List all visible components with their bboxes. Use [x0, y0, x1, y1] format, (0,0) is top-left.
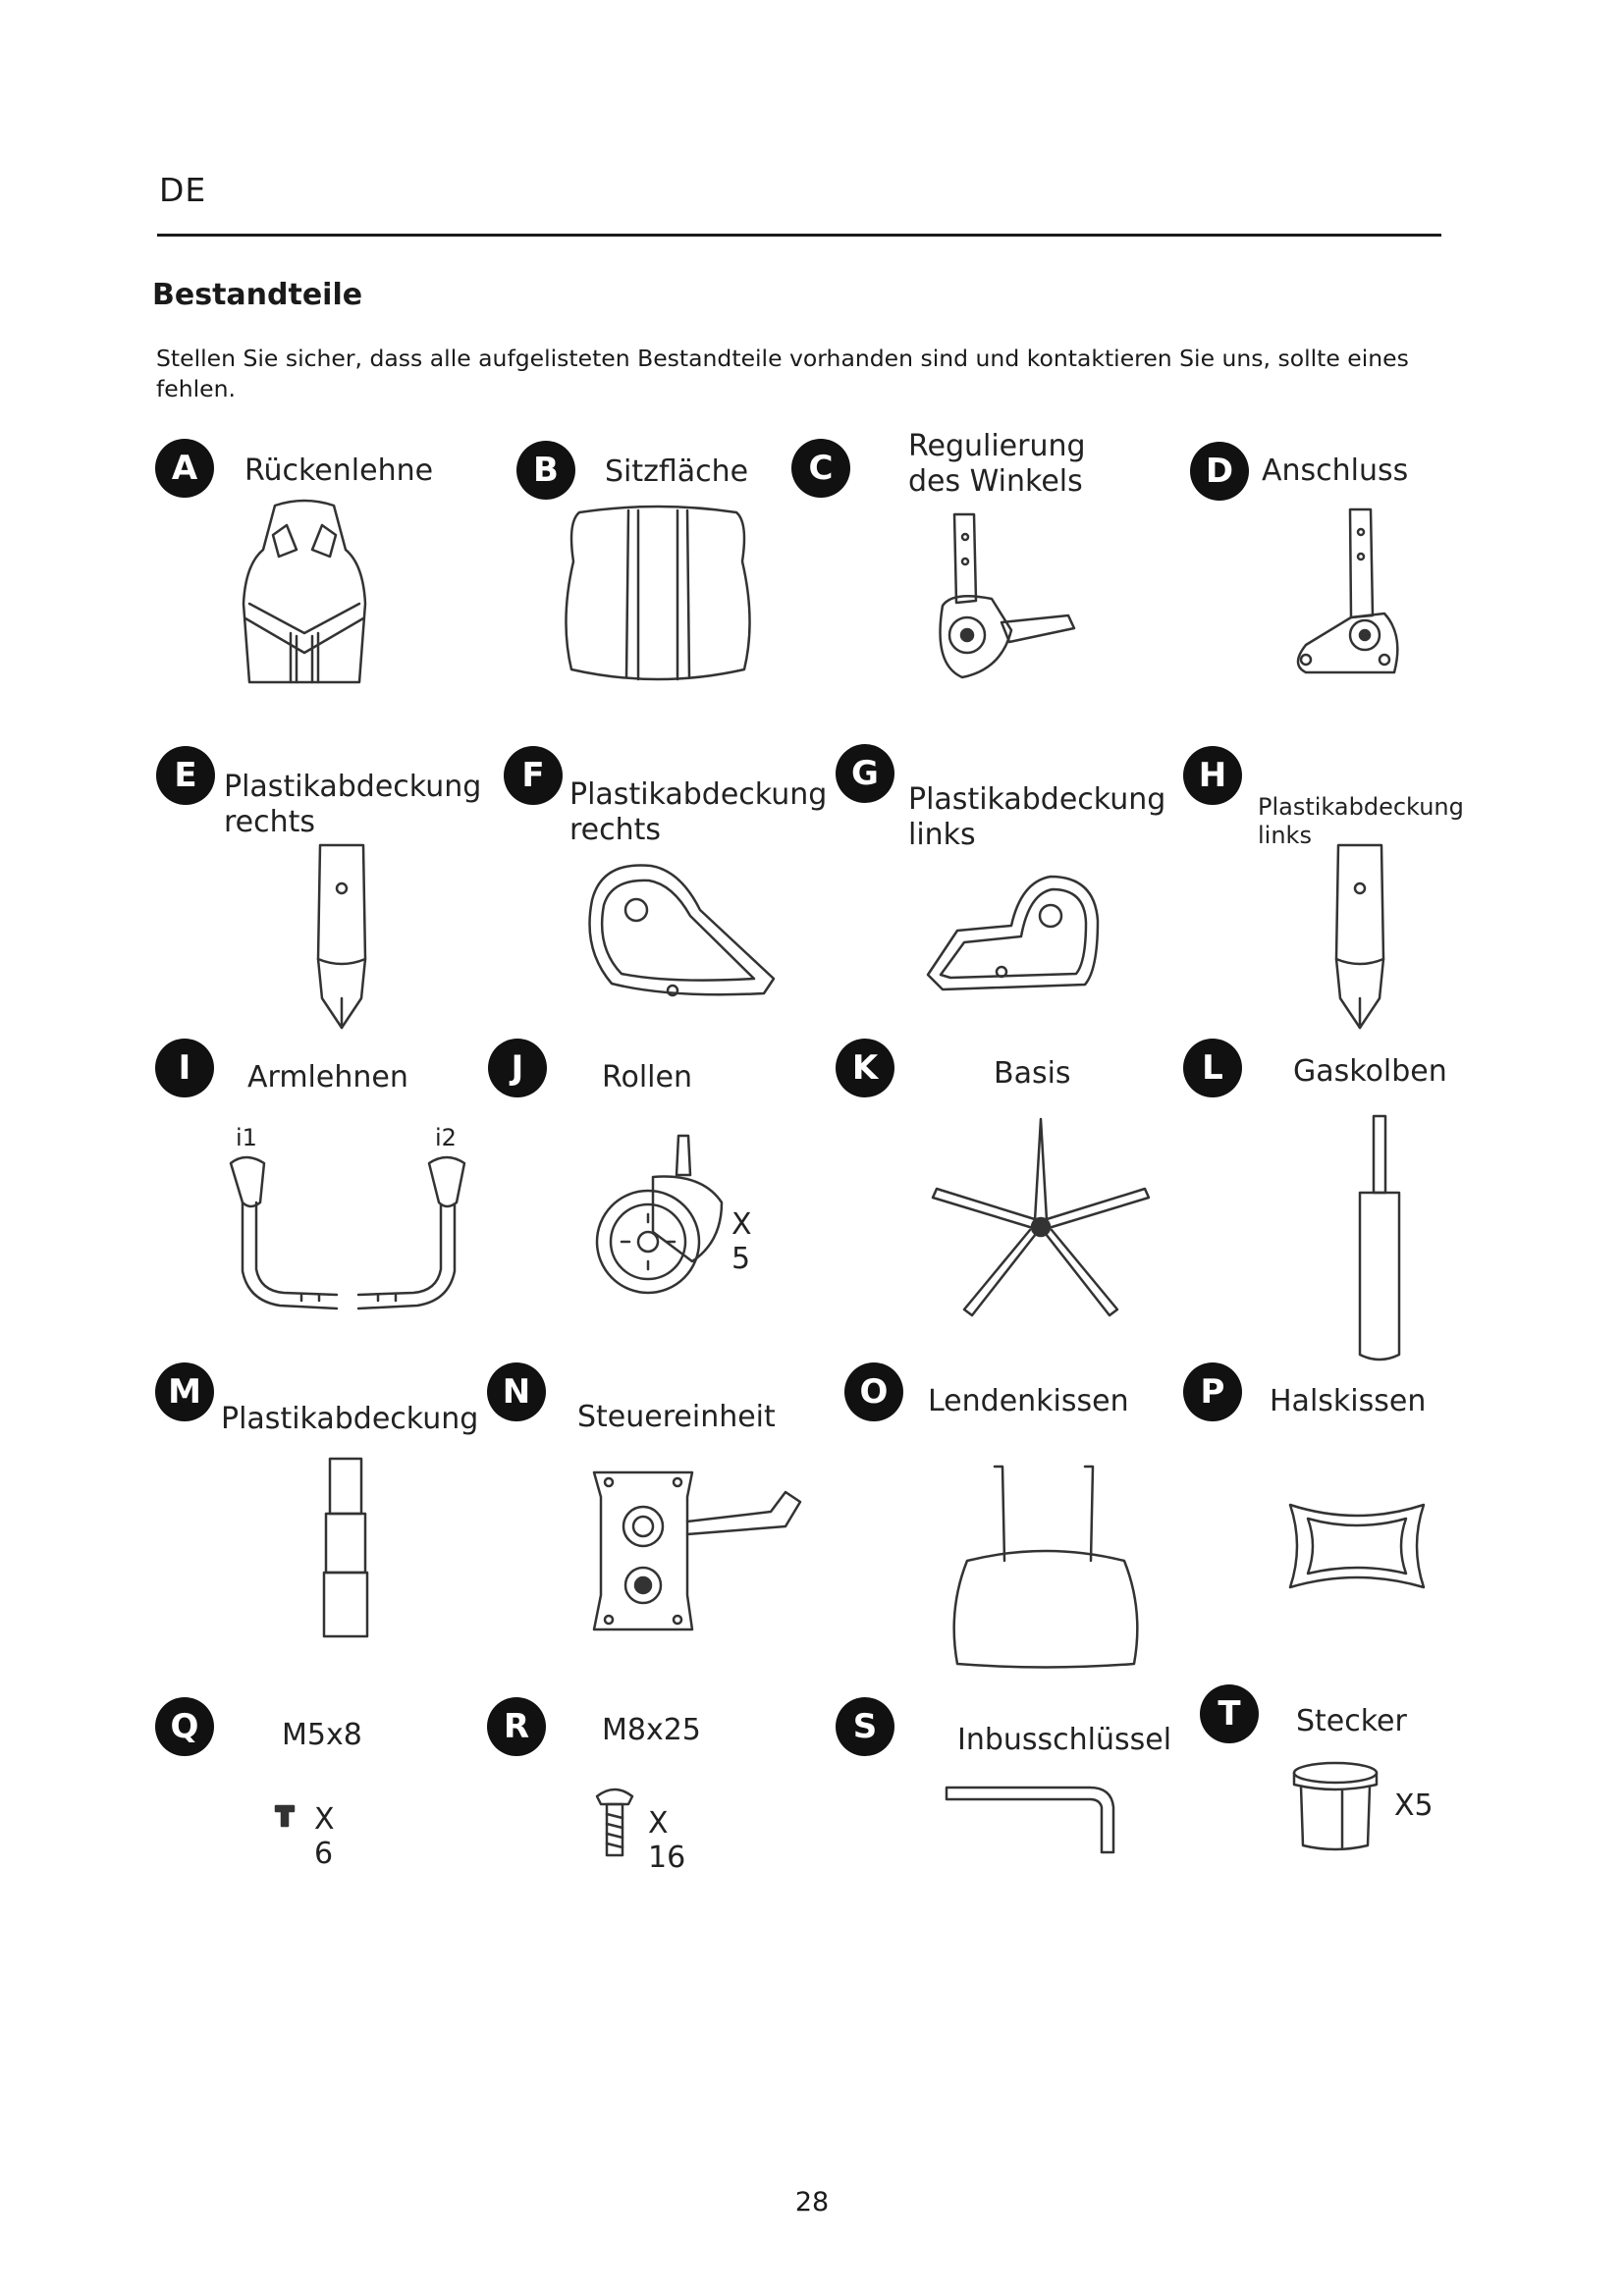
lumbar-pillow-icon	[947, 1463, 1144, 1674]
bolt-icon	[593, 1785, 636, 1858]
hinge-cover-right-icon	[582, 861, 779, 998]
armrest-sub-label: i1	[236, 1124, 257, 1151]
part-name: Steuereinheit	[577, 1400, 776, 1434]
part-name: Plastikabdeckung rechts	[569, 777, 828, 847]
gas-lift-icon	[1350, 1114, 1409, 1364]
part-name: Halskissen	[1270, 1384, 1427, 1418]
part-letter-badge: J	[488, 1039, 547, 1097]
part-letter-badge: G	[836, 744, 894, 803]
part-name: M5x8	[282, 1718, 362, 1752]
section-intro: Stellen Sie sicher, dass alle aufgelisteten Bestandteile vorhanden sind und kontaktieren Sie uns, sollte eines fehlen.	[156, 345, 1409, 402]
star-base-icon	[928, 1114, 1154, 1325]
section-title: Bestandteile	[152, 278, 363, 312]
part-name: Basis	[994, 1056, 1071, 1091]
part-name: Stecker	[1296, 1704, 1407, 1738]
part-name: Rollen	[602, 1060, 692, 1095]
small-screw-icon	[275, 1804, 295, 1828]
part-name: Gaskolben	[1293, 1054, 1447, 1089]
page-number: 28	[794, 2187, 830, 2217]
part-letter-badge: C	[791, 439, 850, 498]
hinge-cover-left-icon	[923, 872, 1100, 994]
part-letter-badge: D	[1190, 442, 1249, 501]
part-name: Rückenlehne	[244, 454, 434, 488]
part-letter-badge: F	[504, 746, 563, 805]
part-name: Plastikabdeckung rechts	[224, 770, 482, 839]
part-letter-badge: T	[1200, 1684, 1259, 1743]
part-letter-badge: A	[155, 439, 214, 498]
part-quantity: X5	[1394, 1789, 1434, 1823]
part-letter-badge: I	[155, 1039, 214, 1097]
part-letter-badge: Q	[155, 1697, 214, 1756]
part-letter-badge: N	[487, 1362, 546, 1421]
header-rule	[157, 234, 1441, 237]
part-name: Lendenkissen	[928, 1384, 1129, 1418]
connector-bracket-icon	[1286, 507, 1404, 679]
allen-key-icon	[943, 1782, 1119, 1855]
part-letter-badge: P	[1183, 1362, 1242, 1421]
side-cover-icon	[312, 841, 371, 1033]
part-name: Plastikabdeckung	[221, 1402, 479, 1436]
part-name: Anschluss	[1262, 454, 1409, 488]
armrest-sub-label: i2	[435, 1124, 457, 1151]
part-letter-badge: L	[1183, 1039, 1242, 1097]
part-letter-badge: S	[836, 1697, 894, 1756]
part-name: Inbusschlüssel	[957, 1723, 1172, 1757]
part-name: M8x25	[602, 1713, 701, 1747]
part-letter-badge: R	[487, 1697, 546, 1756]
armrests-icon	[221, 1153, 476, 1315]
caster-wheel-icon	[594, 1134, 731, 1301]
part-letter-badge: E	[156, 746, 215, 805]
part-name: Plastikabdeckung links	[908, 782, 1166, 852]
part-letter-badge: M	[155, 1362, 214, 1421]
plug-cap-icon	[1291, 1759, 1384, 1852]
part-quantity: X 5	[731, 1207, 752, 1276]
part-letter-badge: B	[516, 441, 575, 500]
part-letter-badge: O	[844, 1362, 903, 1421]
part-quantity: X 16	[648, 1806, 686, 1875]
seat-cushion-icon	[560, 503, 756, 689]
backrest-icon	[236, 496, 373, 692]
part-name: Armlehnen	[247, 1060, 408, 1095]
tilt-mechanism-icon	[589, 1468, 805, 1634]
part-name: Sitzfläche	[605, 454, 749, 489]
language-code: DE	[159, 171, 207, 209]
part-letter-badge: K	[836, 1039, 894, 1097]
angle-adjuster-icon	[933, 512, 1080, 684]
part-name: Plastikabdeckung links	[1258, 793, 1464, 849]
part-name: Regulierung des Winkels	[908, 429, 1086, 499]
telescopic-cover-icon	[316, 1455, 375, 1641]
neck-pillow-icon	[1286, 1497, 1429, 1595]
side-cover-icon	[1330, 841, 1389, 1033]
part-quantity: X 6	[314, 1802, 335, 1871]
part-letter-badge: H	[1183, 746, 1242, 805]
